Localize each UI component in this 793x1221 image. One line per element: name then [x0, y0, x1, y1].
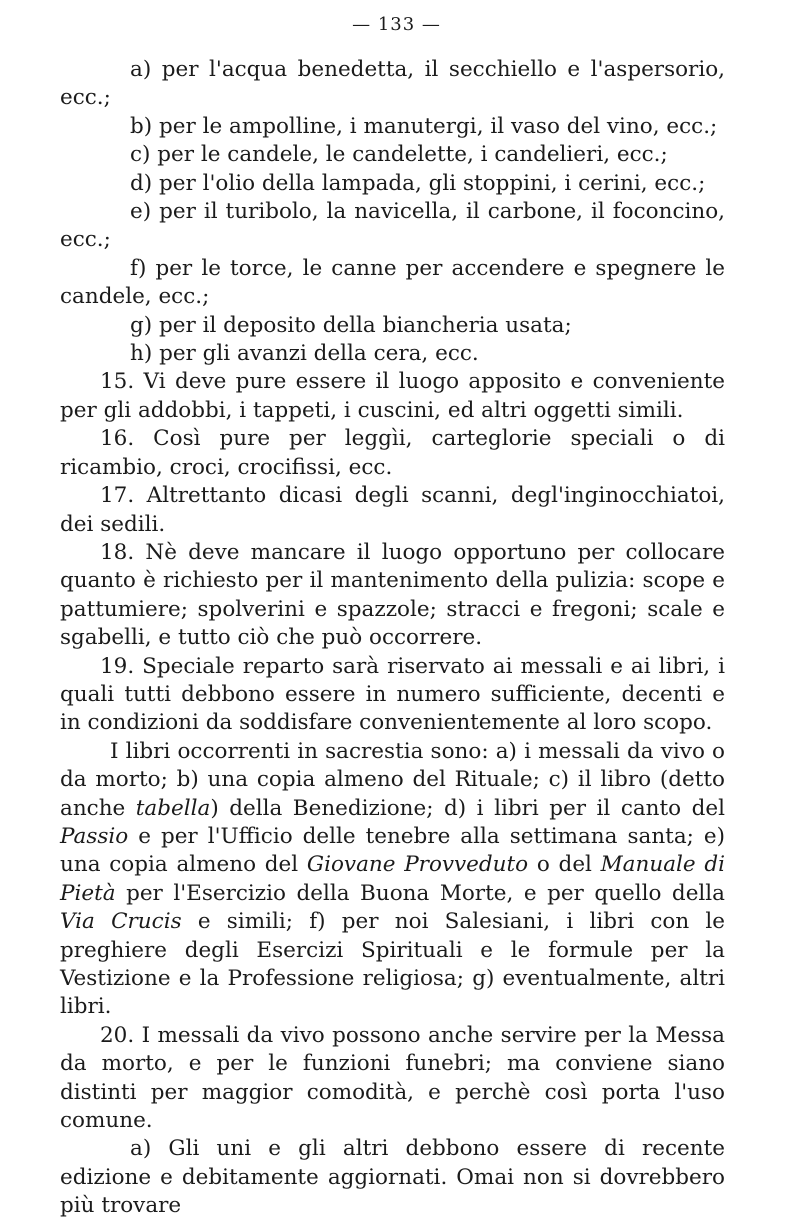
paragraph: g) per il deposito della biancheria usata;	[130, 312, 572, 338]
paragraph: d) per l'olio della lampada, gli stoppini, i cerini, ecc.;	[130, 170, 706, 196]
paragraph: h) per gli avanzi della cera, ecc.	[130, 341, 479, 367]
paragraph	[60, 738, 725, 1022]
paragraph: 17. Altrettanto dicasi degli scanni, degl'inginocchiatoi, dei sedili.	[60, 483, 725, 537]
paragraph: 16. Così pure per leggìi, carteglorie speciali o di ricambio, croci, crocifissi, ecc.	[60, 426, 725, 480]
text-run: o del	[528, 852, 601, 878]
paragraph: a) per l'acqua benedetta, il secchiello e l'aspersorio, ecc.;	[60, 57, 725, 111]
text-run: per l'Esercizio della Buona Morte, e per quello della	[115, 880, 725, 906]
italic-title: Giovane Provveduto	[306, 852, 529, 878]
paragraph: a) Gli uni e gli altri debbono essere di recente edizione e debitamente aggiornati. Omai non si dovrebbero più trovare	[60, 1136, 725, 1219]
paragraph: c) per le candele, le candelette, i candelieri, ecc.;	[130, 142, 668, 168]
paragraph: 19. Speciale reparto sarà riservato ai messali e ai libri, i quali tutti debbono essere in numero sufficiente, decenti e in condizioni da soddisfare convenientemente al loro scopo.	[60, 653, 725, 736]
paragraph: 15. Vi deve pure essere il luogo apposito e conveniente per gli addobbi, i tappeti, i cuscini, ed altri oggetti simili.	[60, 369, 725, 423]
text-run: e per l'Ufficio delle tenebre alla settimana santa; e) una copia almeno del	[60, 823, 725, 878]
text-run: ) della Benedizione; d) i libri per il canto del	[210, 795, 725, 821]
paragraph: e) per il turibolo, la navicella, il carbone, il foconcino, ecc.;	[60, 199, 725, 253]
paragraph: 20. I messali da vivo possono anche servire per la Messa da morto, e per le funzioni funebri; ma conviene siano distinti per maggior comodità, e perchè così porta l'uso comune.	[60, 1022, 725, 1134]
italic-title: Passio	[60, 823, 129, 849]
text-run: e simili; f) per noi Salesiani, i libri con le preghiere degli Esercizi Spirituali e le formule per la Vestizione e la Professione religiosa; g) eventualmente, altri libri.	[60, 909, 726, 1020]
body-text	[60, 56, 725, 1221]
italic-title: tabella	[135, 795, 211, 821]
paragraph: f) per le torce, le canne per accendere e spegnere le candele, ecc.;	[60, 255, 725, 310]
page-number: — 133 —	[352, 14, 441, 35]
text-run: I libri occorrenti in sacrestia sono: a) i messali da vivo o da morto; b) una copia almeno del Rituale; c) il libro (detto anche	[60, 738, 725, 821]
italic-title: Manuale di Pietà	[60, 852, 726, 906]
italic-title: Via Crucis	[60, 909, 182, 935]
paragraph: b) per le ampolline, i manutergi, il vaso del vino, ecc.;	[130, 113, 718, 139]
paragraph: 18. Nè deve mancare il luogo opportuno per collocare quanto è richiesto per il mantenimento della pulizia: scope e pattumiere; spolverini e spazzole; stracci e fregoni; scale e sgabelli, e tutto ciò che può occorrere.	[60, 539, 725, 651]
